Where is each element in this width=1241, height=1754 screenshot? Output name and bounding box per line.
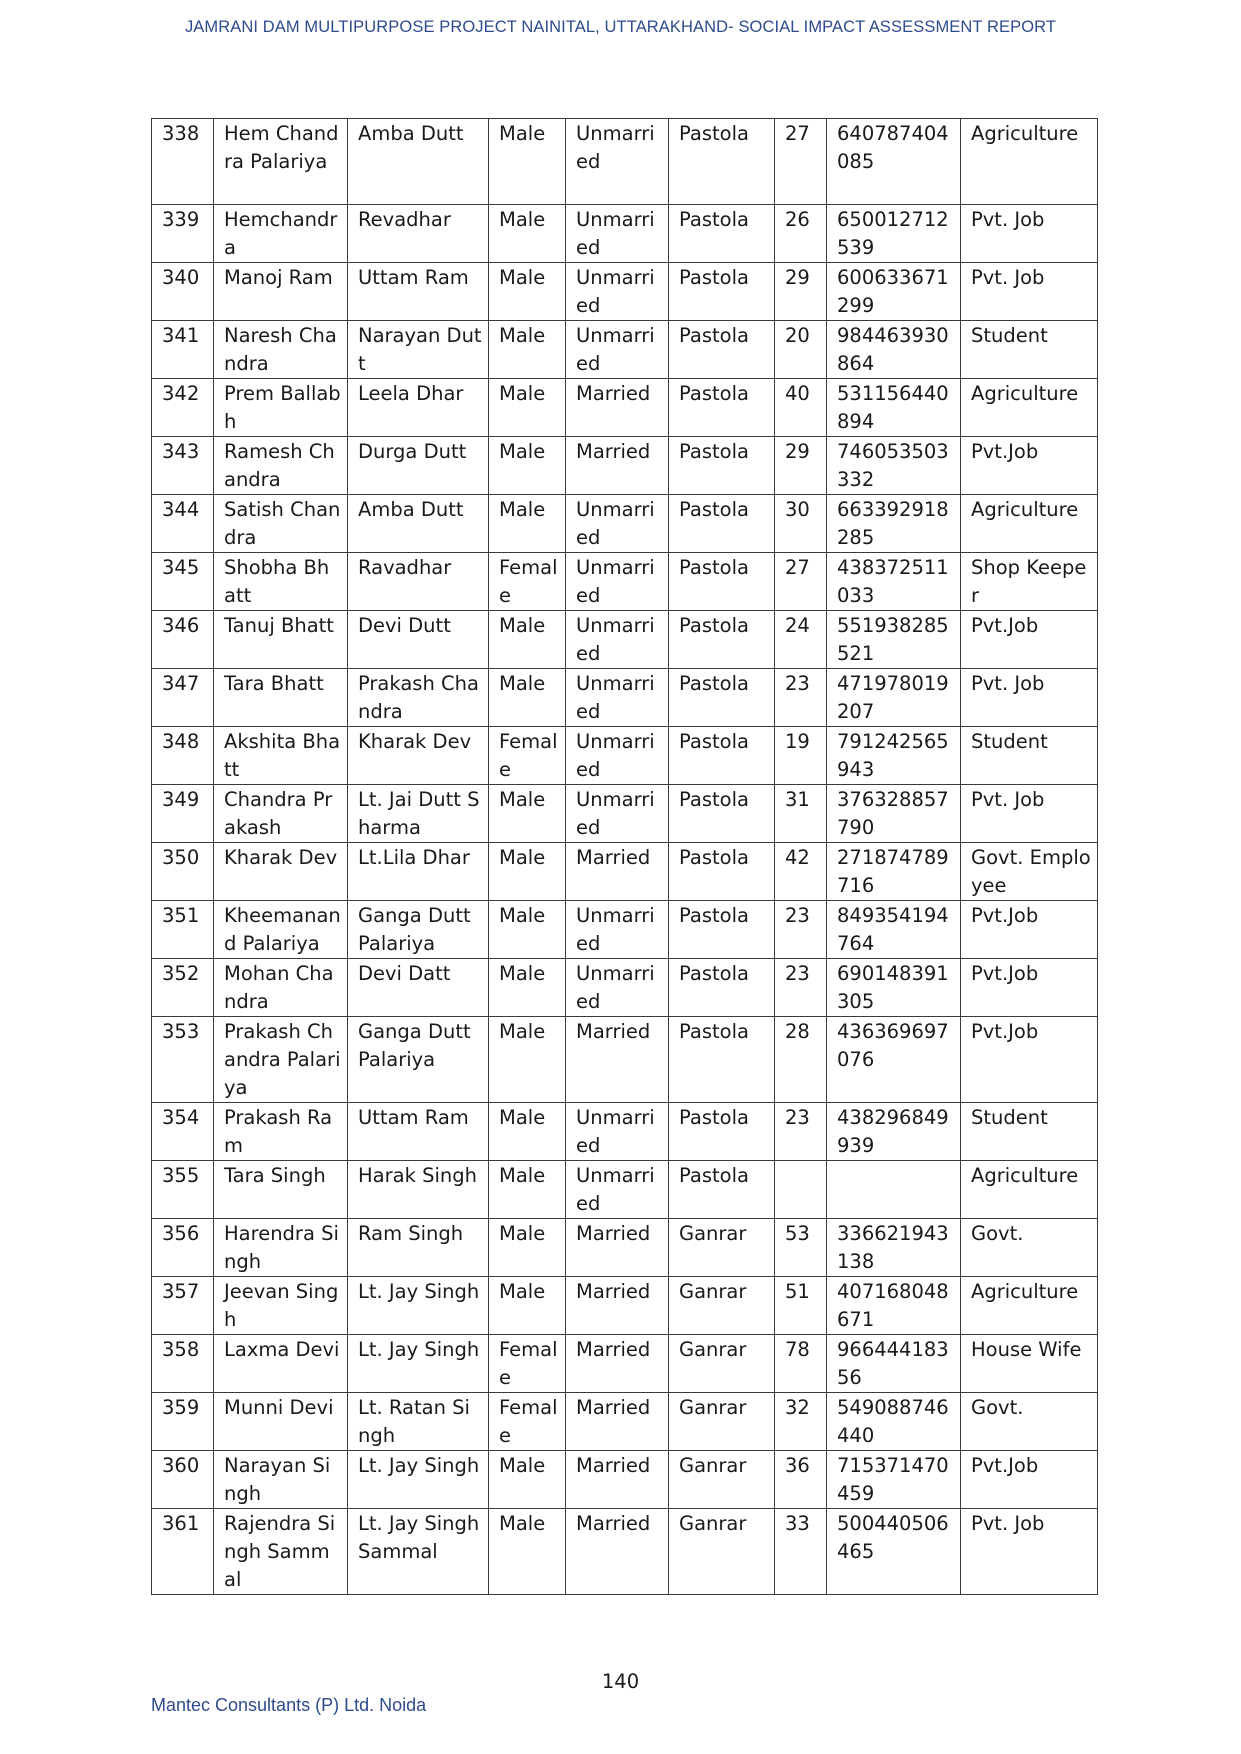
village-cell: Pastola	[669, 379, 775, 437]
village-cell: Pastola	[669, 959, 775, 1017]
marital-status-cell: Married	[566, 843, 669, 901]
page-number: 140	[601, 1670, 640, 1693]
father-name-cell: Durga Dutt	[348, 437, 489, 495]
age-cell: 36	[775, 1451, 827, 1509]
marital-status-cell: Married	[566, 1017, 669, 1103]
serial-cell: 355	[152, 1161, 214, 1219]
village-cell: Ganrar	[669, 1393, 775, 1451]
marital-status-cell: Unmarried	[566, 553, 669, 611]
aadhaar-cell: 663392918285	[827, 495, 961, 553]
records-table	[151, 118, 1098, 1595]
marital-status-cell: Unmarried	[566, 669, 669, 727]
occupation-cell: Student	[961, 1103, 1098, 1161]
name-cell: Prakash Ram	[214, 1103, 348, 1161]
table-row	[152, 959, 1098, 1017]
name-cell: Prakash Chandra Palariya	[214, 1017, 348, 1103]
occupation-cell: Pvt. Job	[961, 205, 1098, 263]
occupation-cell: Agriculture	[961, 495, 1098, 553]
gender-cell: Male	[489, 263, 566, 321]
name-cell: Kheemanand Palariya	[214, 901, 348, 959]
father-name-cell: Devi Datt	[348, 959, 489, 1017]
village-cell: Ganrar	[669, 1509, 775, 1595]
village-cell: Pastola	[669, 1103, 775, 1161]
serial-cell: 357	[152, 1277, 214, 1335]
occupation-cell: Govt. Employee	[961, 843, 1098, 901]
marital-status-cell: Unmarried	[566, 495, 669, 553]
gender-cell: Female	[489, 1393, 566, 1451]
serial-cell: 339	[152, 205, 214, 263]
gender-cell: Male	[489, 1277, 566, 1335]
table-row	[152, 1393, 1098, 1451]
age-cell: 23	[775, 669, 827, 727]
aadhaar-cell: 436369697076	[827, 1017, 961, 1103]
serial-cell: 338	[152, 119, 214, 205]
aadhaar-cell: 746053503332	[827, 437, 961, 495]
occupation-cell: Student	[961, 727, 1098, 785]
occupation-cell: Govt.	[961, 1219, 1098, 1277]
father-name-cell: Uttam Ram	[348, 1103, 489, 1161]
serial-cell: 359	[152, 1393, 214, 1451]
aadhaar-cell	[827, 1161, 961, 1219]
father-name-cell: Lt.Lila Dhar	[348, 843, 489, 901]
gender-cell: Male	[489, 1219, 566, 1277]
serial-cell: 356	[152, 1219, 214, 1277]
aadhaar-cell: 690148391305	[827, 959, 961, 1017]
occupation-cell: Student	[961, 321, 1098, 379]
aadhaar-cell: 549088746440	[827, 1393, 961, 1451]
marital-status-cell: Married	[566, 1509, 669, 1595]
age-cell: 53	[775, 1219, 827, 1277]
age-cell: 26	[775, 205, 827, 263]
father-name-cell: Harak Singh	[348, 1161, 489, 1219]
age-cell: 40	[775, 379, 827, 437]
village-cell: Ganrar	[669, 1451, 775, 1509]
father-name-cell: Ram Singh	[348, 1219, 489, 1277]
aadhaar-cell: 96644418356	[827, 1335, 961, 1393]
marital-status-cell: Married	[566, 1219, 669, 1277]
age-cell: 28	[775, 1017, 827, 1103]
aadhaar-cell: 376328857790	[827, 785, 961, 843]
marital-status-cell: Unmarried	[566, 959, 669, 1017]
gender-cell: Male	[489, 321, 566, 379]
gender-cell: Male	[489, 669, 566, 727]
village-cell: Pastola	[669, 669, 775, 727]
age-cell: 51	[775, 1277, 827, 1335]
village-cell: Pastola	[669, 785, 775, 843]
gender-cell: Male	[489, 1017, 566, 1103]
village-cell: Ganrar	[669, 1277, 775, 1335]
father-name-cell: Amba Dutt	[348, 495, 489, 553]
marital-status-cell: Unmarried	[566, 727, 669, 785]
gender-cell: Male	[489, 611, 566, 669]
father-name-cell: Narayan Dutt	[348, 321, 489, 379]
occupation-cell: Pvt.Job	[961, 1451, 1098, 1509]
serial-cell: 361	[152, 1509, 214, 1595]
occupation-cell: Agriculture	[961, 379, 1098, 437]
name-cell: Mohan Chandra	[214, 959, 348, 1017]
name-cell: Hem Chandra Palariya	[214, 119, 348, 205]
gender-cell: Female	[489, 553, 566, 611]
father-name-cell: Ganga Dutt Palariya	[348, 1017, 489, 1103]
table-row	[152, 1219, 1098, 1277]
gender-cell: Female	[489, 1335, 566, 1393]
age-cell: 27	[775, 553, 827, 611]
serial-cell: 342	[152, 379, 214, 437]
village-cell: Ganrar	[669, 1219, 775, 1277]
serial-cell: 353	[152, 1017, 214, 1103]
marital-status-cell: Unmarried	[566, 321, 669, 379]
table-row	[152, 205, 1098, 263]
occupation-cell: Agriculture	[961, 1161, 1098, 1219]
gender-cell: Male	[489, 959, 566, 1017]
table-row	[152, 1017, 1098, 1103]
occupation-cell: House Wife	[961, 1335, 1098, 1393]
aadhaar-cell: 438296849939	[827, 1103, 961, 1161]
table-row	[152, 379, 1098, 437]
father-name-cell: Kharak Dev	[348, 727, 489, 785]
aadhaar-cell: 336621943138	[827, 1219, 961, 1277]
village-cell: Pastola	[669, 1017, 775, 1103]
name-cell: Jeevan Singh	[214, 1277, 348, 1335]
table-row	[152, 1277, 1098, 1335]
table-row	[152, 901, 1098, 959]
father-name-cell: Leela Dhar	[348, 379, 489, 437]
aadhaar-cell: 715371470459	[827, 1451, 961, 1509]
marital-status-cell: Unmarried	[566, 263, 669, 321]
table-row	[152, 1335, 1098, 1393]
serial-cell: 344	[152, 495, 214, 553]
age-cell: 23	[775, 959, 827, 1017]
marital-status-cell: Married	[566, 1451, 669, 1509]
aadhaar-cell: 407168048671	[827, 1277, 961, 1335]
occupation-cell: Pvt.Job	[961, 611, 1098, 669]
age-cell: 24	[775, 611, 827, 669]
table-row	[152, 321, 1098, 379]
table-row	[152, 611, 1098, 669]
marital-status-cell: Married	[566, 437, 669, 495]
occupation-cell: Pvt. Job	[961, 263, 1098, 321]
aadhaar-cell: 984463930864	[827, 321, 961, 379]
age-cell: 30	[775, 495, 827, 553]
gender-cell: Male	[489, 901, 566, 959]
table-row	[152, 843, 1098, 901]
marital-status-cell: Unmarried	[566, 611, 669, 669]
gender-cell: Male	[489, 495, 566, 553]
father-name-cell: Ganga Dutt Palariya	[348, 901, 489, 959]
table-body	[152, 119, 1098, 1595]
name-cell: Hemchandra	[214, 205, 348, 263]
village-cell: Pastola	[669, 611, 775, 669]
name-cell: Ramesh Chandra	[214, 437, 348, 495]
father-name-cell: Uttam Ram	[348, 263, 489, 321]
father-name-cell: Lt. Jay Singh	[348, 1277, 489, 1335]
serial-cell: 352	[152, 959, 214, 1017]
aadhaar-cell: 650012712539	[827, 205, 961, 263]
village-cell: Pastola	[669, 495, 775, 553]
aadhaar-cell: 849354194764	[827, 901, 961, 959]
page-header: JAMRANI DAM MULTIPURPOSE PROJECT NAINITAL, UTTARAKHAND- SOCIAL IMPACT ASSESSMENT REPORT	[184, 18, 1057, 36]
gender-cell: Male	[489, 379, 566, 437]
marital-status-cell: Unmarried	[566, 901, 669, 959]
serial-cell: 354	[152, 1103, 214, 1161]
village-cell: Pastola	[669, 901, 775, 959]
aadhaar-cell: 471978019207	[827, 669, 961, 727]
occupation-cell: Pvt.Job	[961, 901, 1098, 959]
table-row	[152, 553, 1098, 611]
serial-cell: 349	[152, 785, 214, 843]
gender-cell: Male	[489, 437, 566, 495]
occupation-cell: Pvt.Job	[961, 437, 1098, 495]
table-row	[152, 263, 1098, 321]
gender-cell: Female	[489, 727, 566, 785]
table-row	[152, 785, 1098, 843]
serial-cell: 341	[152, 321, 214, 379]
father-name-cell: Lt. Jay Singh Sammal	[348, 1509, 489, 1595]
table-row	[152, 495, 1098, 553]
father-name-cell: Ravadhar	[348, 553, 489, 611]
aadhaar-cell: 531156440894	[827, 379, 961, 437]
page-footer: Mantec Consultants (P) Ltd. Noida	[151, 1695, 427, 1715]
occupation-cell: Pvt. Job	[961, 669, 1098, 727]
name-cell: Prem Ballabh	[214, 379, 348, 437]
village-cell: Ganrar	[669, 1335, 775, 1393]
age-cell: 27	[775, 119, 827, 205]
table-row	[152, 437, 1098, 495]
serial-cell: 360	[152, 1451, 214, 1509]
name-cell: Naresh Chandra	[214, 321, 348, 379]
age-cell: 42	[775, 843, 827, 901]
age-cell: 20	[775, 321, 827, 379]
occupation-cell: Agriculture	[961, 1277, 1098, 1335]
occupation-cell: Pvt.Job	[961, 1017, 1098, 1103]
village-cell: Pastola	[669, 437, 775, 495]
village-cell: Pastola	[669, 727, 775, 785]
serial-cell: 345	[152, 553, 214, 611]
village-cell: Pastola	[669, 1161, 775, 1219]
aadhaar-cell: 438372511033	[827, 553, 961, 611]
name-cell: Tara Singh	[214, 1161, 348, 1219]
occupation-cell: Pvt. Job	[961, 1509, 1098, 1595]
name-cell: Tara Bhatt	[214, 669, 348, 727]
marital-status-cell: Unmarried	[566, 1161, 669, 1219]
age-cell: 23	[775, 1103, 827, 1161]
name-cell: Kharak Dev	[214, 843, 348, 901]
occupation-cell: Pvt.Job	[961, 959, 1098, 1017]
serial-cell: 350	[152, 843, 214, 901]
village-cell: Pastola	[669, 119, 775, 205]
name-cell: Tanuj Bhatt	[214, 611, 348, 669]
name-cell: Manoj Ram	[214, 263, 348, 321]
age-cell	[775, 1161, 827, 1219]
name-cell: Narayan Singh	[214, 1451, 348, 1509]
father-name-cell: Revadhar	[348, 205, 489, 263]
marital-status-cell: Married	[566, 1335, 669, 1393]
age-cell: 78	[775, 1335, 827, 1393]
marital-status-cell: Unmarried	[566, 205, 669, 263]
gender-cell: Male	[489, 205, 566, 263]
village-cell: Pastola	[669, 843, 775, 901]
marital-status-cell: Married	[566, 1277, 669, 1335]
village-cell: Pastola	[669, 553, 775, 611]
table-row	[152, 1509, 1098, 1595]
table-row	[152, 1161, 1098, 1219]
aadhaar-cell: 271874789716	[827, 843, 961, 901]
gender-cell: Male	[489, 785, 566, 843]
father-name-cell: Lt. Jai Dutt Sharma	[348, 785, 489, 843]
aadhaar-cell: 600633671299	[827, 263, 961, 321]
gender-cell: Male	[489, 119, 566, 205]
father-name-cell: Lt. Jay Singh	[348, 1451, 489, 1509]
age-cell: 29	[775, 263, 827, 321]
age-cell: 23	[775, 901, 827, 959]
father-name-cell: Prakash Chandra	[348, 669, 489, 727]
aadhaar-cell: 551938285521	[827, 611, 961, 669]
age-cell: 31	[775, 785, 827, 843]
occupation-cell: Pvt. Job	[961, 785, 1098, 843]
serial-cell: 358	[152, 1335, 214, 1393]
gender-cell: Male	[489, 1103, 566, 1161]
marital-status-cell: Unmarried	[566, 119, 669, 205]
father-name-cell: Amba Dutt	[348, 119, 489, 205]
village-cell: Pastola	[669, 321, 775, 379]
gender-cell: Male	[489, 1509, 566, 1595]
village-cell: Pastola	[669, 263, 775, 321]
age-cell: 32	[775, 1393, 827, 1451]
name-cell: Harendra Singh	[214, 1219, 348, 1277]
age-cell: 19	[775, 727, 827, 785]
occupation-cell: Govt.	[961, 1393, 1098, 1451]
table-row	[152, 669, 1098, 727]
serial-cell: 347	[152, 669, 214, 727]
name-cell: Shobha Bhatt	[214, 553, 348, 611]
marital-status-cell: Married	[566, 1393, 669, 1451]
marital-status-cell: Unmarried	[566, 1103, 669, 1161]
marital-status-cell: Married	[566, 379, 669, 437]
age-cell: 33	[775, 1509, 827, 1595]
serial-cell: 346	[152, 611, 214, 669]
aadhaar-cell: 640787404085	[827, 119, 961, 205]
aadhaar-cell: 500440506465	[827, 1509, 961, 1595]
name-cell: Akshita Bhatt	[214, 727, 348, 785]
father-name-cell: Devi Dutt	[348, 611, 489, 669]
occupation-cell: Agriculture	[961, 119, 1098, 205]
age-cell: 29	[775, 437, 827, 495]
name-cell: Laxma Devi	[214, 1335, 348, 1393]
occupation-cell: Shop Keeper	[961, 553, 1098, 611]
serial-cell: 340	[152, 263, 214, 321]
gender-cell: Male	[489, 1161, 566, 1219]
table-row	[152, 727, 1098, 785]
father-name-cell: Lt. Jay Singh	[348, 1335, 489, 1393]
table-row	[152, 1103, 1098, 1161]
table-row	[152, 119, 1098, 205]
marital-status-cell: Unmarried	[566, 785, 669, 843]
name-cell: Rajendra Singh Sammal	[214, 1509, 348, 1595]
name-cell: Chandra Prakash	[214, 785, 348, 843]
serial-cell: 351	[152, 901, 214, 959]
serial-cell: 343	[152, 437, 214, 495]
table-row	[152, 1451, 1098, 1509]
gender-cell: Male	[489, 1451, 566, 1509]
village-cell: Pastola	[669, 205, 775, 263]
name-cell: Munni Devi	[214, 1393, 348, 1451]
aadhaar-cell: 791242565943	[827, 727, 961, 785]
father-name-cell: Lt. Ratan Singh	[348, 1393, 489, 1451]
serial-cell: 348	[152, 727, 214, 785]
gender-cell: Male	[489, 843, 566, 901]
name-cell: Satish Chandra	[214, 495, 348, 553]
